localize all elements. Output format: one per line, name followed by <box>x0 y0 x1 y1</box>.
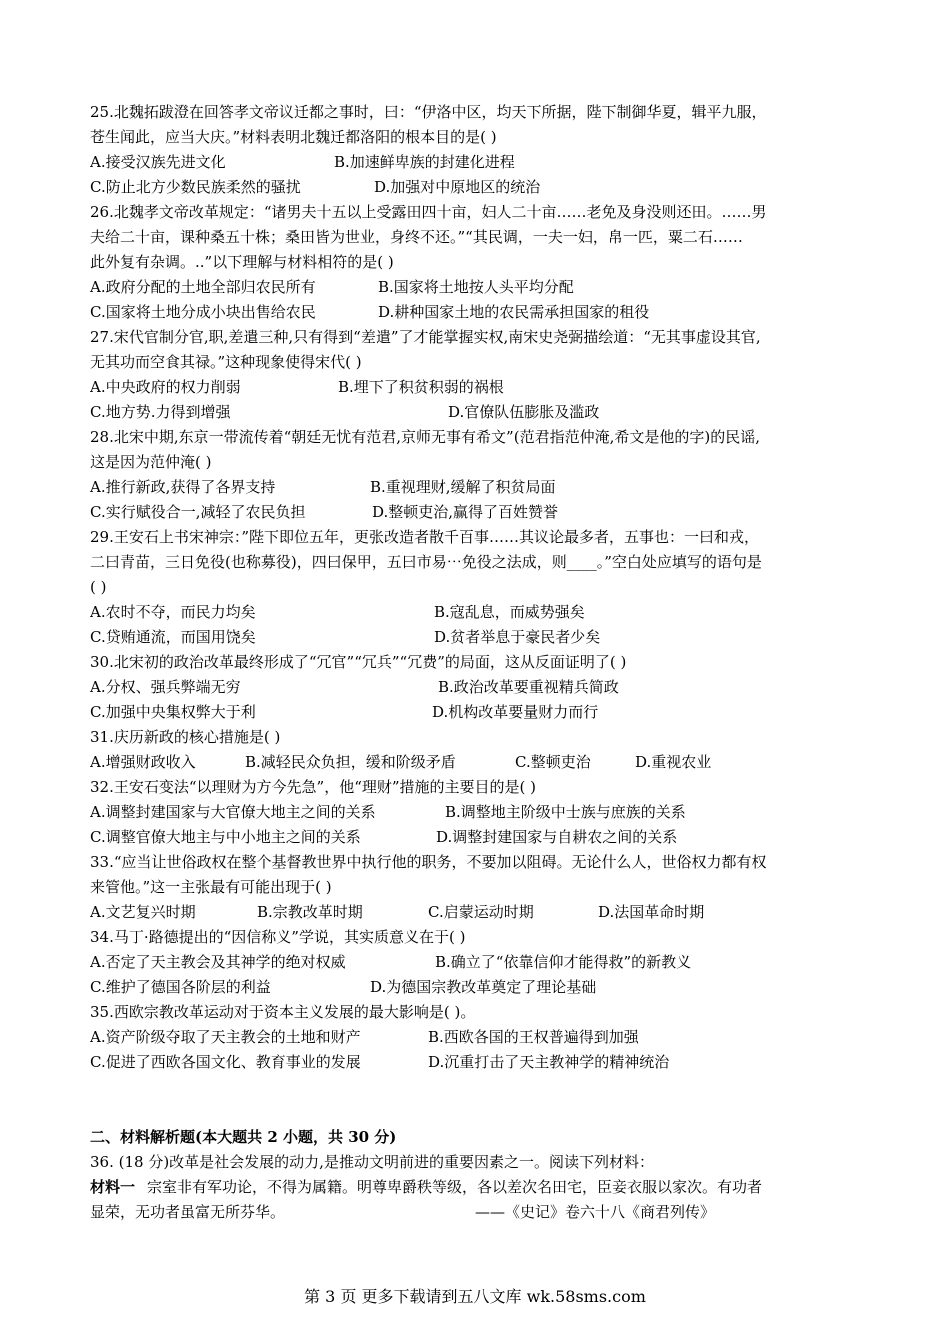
option-d: D.沉重打击了天主教神学的精神统治 <box>428 1053 670 1071</box>
question-stem: 苍生闻此，应当大庆。”材料表明北魏迁都洛阳的根本目的是( ) <box>90 128 497 146</box>
option-c: C.国家将土地分成小块出售给农民 <box>90 303 316 321</box>
option-a: A.接受汉族先进文化 <box>90 153 226 171</box>
option-b: B.寇乱息，而威势强矣 <box>434 603 585 621</box>
option-d: D.重视农业 <box>635 753 712 771</box>
question-stem: 25.北魏拓跋澄在回答孝文帝议迁都之事时，曰：“伊洛中区，均天下所据，陛下制御华夏，辑平九服， <box>90 103 767 121</box>
question-29 <box>90 525 870 650</box>
question-stem: 这是因为范仲淹( ) <box>90 453 212 471</box>
option-c: C.维护了德国各阶层的利益 <box>90 978 271 996</box>
question-34 <box>90 925 870 1000</box>
option-c: C.贷贿通流，而国用饶矣 <box>90 628 256 646</box>
question-25 <box>90 100 870 200</box>
option-d: D.调整封建国家与自耕农之间的关系 <box>436 828 678 846</box>
option-a: A.分权、强兵弊端无穷 <box>90 678 241 696</box>
question-stem: 无其功而空食其禄。”这种现象使得宋代( ) <box>90 353 362 371</box>
option-a: A.中央政府的权力削弱 <box>90 378 241 396</box>
question-stem: 此外复有杂调。..”以下理解与材料相符的是( ) <box>90 253 394 271</box>
question-36-intro: 36. (18 分)改革是社会发展的动力,是推动文明前进的重要因素之一。阅读下列材料： <box>90 1153 654 1171</box>
option-d: D.加强对中原地区的统治 <box>374 178 541 196</box>
question-32 <box>90 775 870 850</box>
question-stem: 夫给二十亩，课种桑五十株；桑田皆为世业，身终不还。”“其民调，一夫一妇，帛一匹，粟二石…… <box>90 228 743 246</box>
option-a: A.农时不夺，而民力均矣 <box>90 603 256 621</box>
question-stem: 35.西欧宗教改革运动对于资本主义发展的最大影响是( )。 <box>90 1003 476 1021</box>
question-26 <box>90 200 870 325</box>
option-c: C.防止北方少数民族柔然的骚扰 <box>90 178 301 196</box>
option-b: B.国家将土地按人头平均分配 <box>378 278 574 296</box>
material-1-text-cont: 显荣，无功者虽富无所芬华。 <box>90 1203 286 1221</box>
question-stem: 二曰青苗，三日免役(也称募役)，四曰保甲，五曰市易⋯免役之法成，则____。”空白处应填写的语句是 <box>90 553 762 571</box>
option-d: D.机构改革要量财力而行 <box>432 703 599 721</box>
option-d: D.整顿吏治,赢得了百姓赞誉 <box>372 503 559 521</box>
option-b: B.加速鲜卑族的封建化进程 <box>334 153 515 171</box>
question-stem: 26.北魏孝文帝改革规定：“诸男夫十五以上受露田四十亩，妇人二十亩……老免及身没则还田。……男 <box>90 203 767 221</box>
question-stem: 来管他。”这一主张最有可能出现于( ) <box>90 878 332 896</box>
option-c: C.加强中央集权弊大于利 <box>90 703 256 721</box>
question-31 <box>90 725 870 775</box>
option-a: A.增强财政收入 <box>90 753 196 771</box>
option-c: C.调整官僚大地主与中小地主之间的关系 <box>90 828 361 846</box>
option-d: D.耕种国家土地的农民需承担国家的租役 <box>378 303 650 321</box>
option-b: B.重视理财,缓解了积贫局面 <box>370 478 556 496</box>
option-c: C.地方势.力得到增强 <box>90 403 231 421</box>
material-1-line-1 <box>90 1175 870 1200</box>
option-d: D.为德国宗教改革奠定了理论基础 <box>370 978 597 996</box>
option-c: C.实行赋役合一,减轻了农民负担 <box>90 503 306 521</box>
option-c: C.启蒙运动时期 <box>428 903 534 921</box>
option-d: D.贫者举息于豪民者少矣 <box>434 628 601 646</box>
option-a: A.推行新政,获得了各界支持 <box>90 478 276 496</box>
section-heading: 二、材料解析题(本大题共 2 小题，共 30 分) <box>90 1128 397 1146</box>
option-b: B.调整地主阶级中士族与庶族的关系 <box>445 803 686 821</box>
option-b: B.减轻民众负担，缓和阶级矛盾 <box>245 753 456 771</box>
question-33 <box>90 850 870 925</box>
material-1-label: 材料一 <box>90 1178 136 1196</box>
option-c: C.整顿吏治 <box>515 753 591 771</box>
question-stem: ( ) <box>90 578 107 596</box>
option-d: D.法国革命时期 <box>598 903 705 921</box>
question-27 <box>90 325 870 425</box>
option-b: B.西欧各国的王权普遍得到加强 <box>428 1028 639 1046</box>
question-stem: 34.马丁·路德提出的“因信称义”学说，其实质意义在于( ) <box>90 928 466 946</box>
question-stem: 29.王安石上书宋神宗：”陛下即位五年，更张改造者散千百事……其议论最多者，五事也：一曰和戎， <box>90 528 760 546</box>
material-1-text: 宗室非有军功论，不得为属籍。明尊卑爵秩等级，各以差次名田宅，臣妾衣服以家次。有功者 <box>147 1178 763 1196</box>
option-c: C.促进了西欧各国文化、教育事业的发展 <box>90 1053 361 1071</box>
option-b: B.宗教改革时期 <box>257 903 363 921</box>
exam-page <box>90 100 870 1225</box>
material-1-line-2 <box>90 1200 870 1225</box>
question-30 <box>90 650 870 725</box>
option-a: A.调整封建国家与大官僚大地主之间的关系 <box>90 803 376 821</box>
question-stem: 30.北宋初的政治改革最终形成了“冗官”“冗兵”“冗费”的局面，这从反面证明了( ) <box>90 653 627 671</box>
question-28 <box>90 425 870 525</box>
page-footer: 第 3 页 更多下载请到五八文库 wk.58sms.com <box>304 1287 646 1306</box>
option-b: B.埋下了积贫积弱的祸根 <box>338 378 504 396</box>
option-b: B.政治改革要重视精兵简政 <box>438 678 619 696</box>
question-stem: 31.庆历新政的核心措施是( ) <box>90 728 281 746</box>
material-1-source: ——《史记》卷六十八《商君列传》 <box>475 1203 716 1221</box>
question-stem: 28.北宋中期,东京一带流传着“朝廷无忧有范君,京师无事有希文”(范君指范仲淹,希文是他的字)的民谣, <box>90 428 760 446</box>
question-35 <box>90 1000 870 1075</box>
option-b: B.确立了“依靠信仰才能得救”的新教义 <box>435 953 692 971</box>
option-d: D.官僚队伍膨胀及滥政 <box>448 403 600 421</box>
question-stem: 32.王安石变法“以理财为方今先急”，他“理财”措施的主要目的是( ) <box>90 778 537 796</box>
option-a: A.资产阶级夺取了天主教会的土地和财产 <box>90 1028 361 1046</box>
question-stem: 27.宋代官制分官,职,差遣三种,只有得到“差遣”了才能掌握实权,南宋史尧弼描绘道：“无其事虚设其官, <box>90 328 761 346</box>
option-a: A.政府分配的土地全部归农民所有 <box>90 278 316 296</box>
option-a: A.文艺复兴时期 <box>90 903 196 921</box>
option-a: A.否定了天主教会及其神学的绝对权威 <box>90 953 346 971</box>
question-stem: 33.“应当让世俗政权在整个基督教世界中执行他的职务，不要加以阻碍。无论什么人，世俗权力都有权 <box>90 853 767 871</box>
